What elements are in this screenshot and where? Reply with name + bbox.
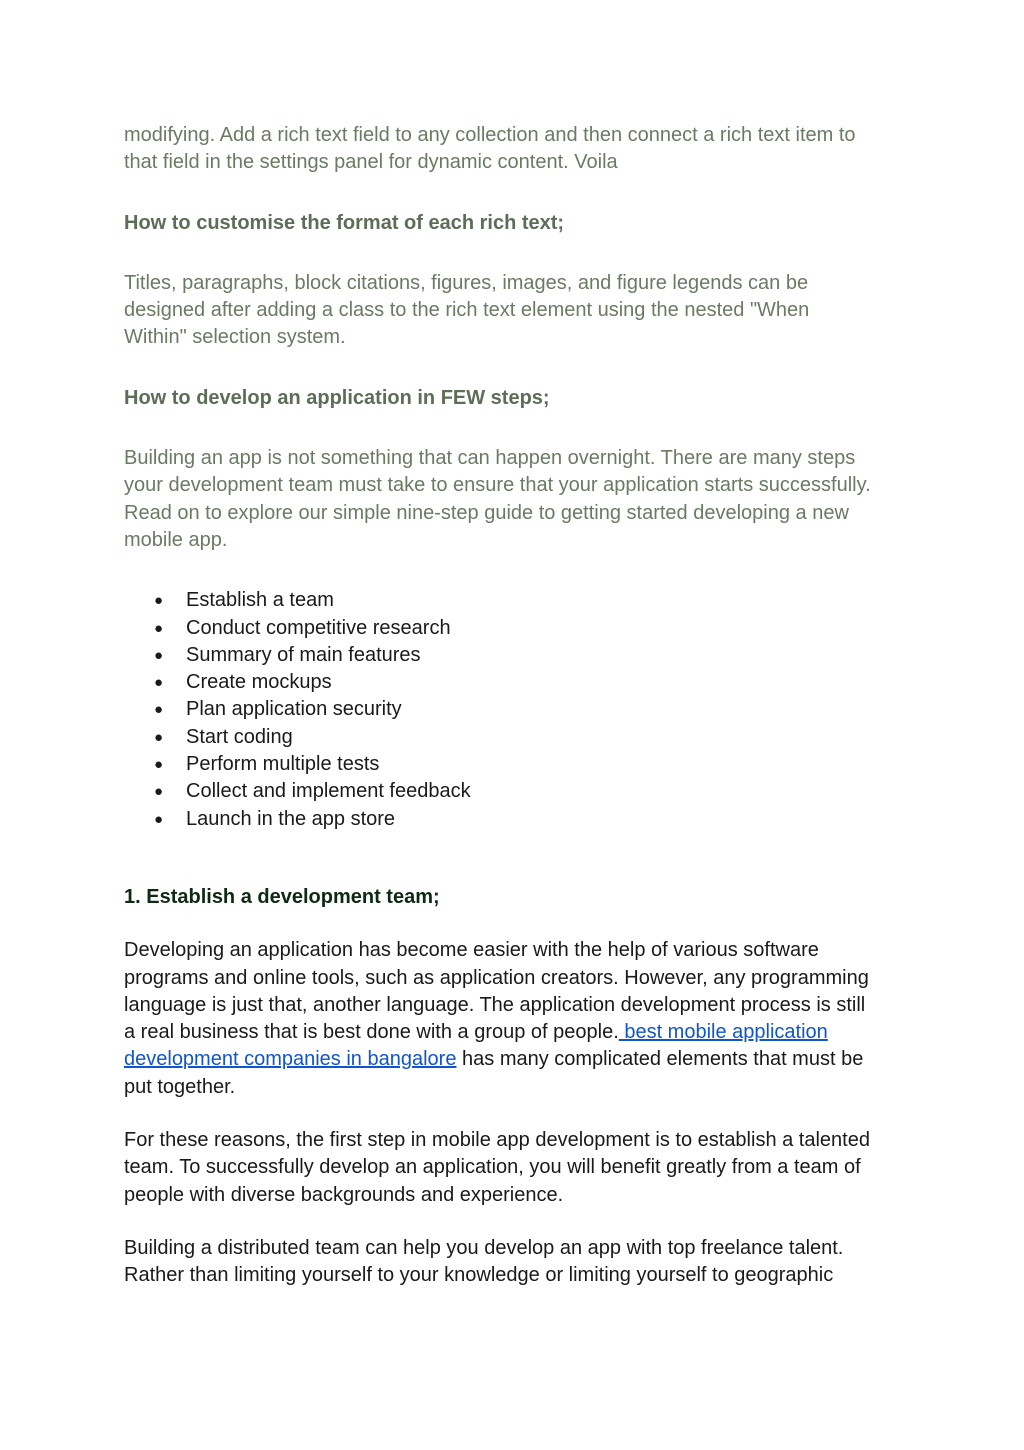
list-item	[154, 724, 914, 751]
step1-p1-line-2: programs and online tools, such as application creators. However, any programming	[124, 966, 869, 989]
list-item	[154, 806, 914, 833]
list-item	[154, 778, 914, 805]
companies-link-part-1[interactable]: best mobile application	[618, 1021, 828, 1044]
list-item	[154, 696, 914, 723]
document-page	[124, 122, 914, 1290]
bullet-icon: ●	[154, 592, 164, 610]
list-item-label: Establish a team	[186, 589, 334, 612]
step1-p3-line-1: Building a distributed team can help you develop an app with top freelance talent.	[124, 1236, 844, 1259]
list-item-label: Summary of main features	[186, 643, 421, 666]
step1-p3-line-2: Rather than limiting yourself to your knowledge or limiting yourself to geographic	[124, 1264, 834, 1287]
list-item	[154, 587, 914, 614]
list-item	[154, 669, 914, 696]
step1-p2-line-1: For these reasons, the first step in mobile app development is to establish a talented	[124, 1129, 870, 1152]
list-item-label: Conduct competitive research	[186, 616, 451, 639]
heading-customise: How to customise the format of each rich text;	[124, 211, 565, 234]
companies-link-part-2[interactable]: development companies in bangalore	[124, 1048, 457, 1071]
list-item-label: Launch in the app store	[186, 807, 396, 830]
list-item-label: Plan application security	[186, 698, 402, 721]
develop-paragraph	[124, 445, 914, 554]
intro-line-2: that field in the settings panel for dynamic content. Voila	[124, 151, 618, 174]
list-item-label: Collect and implement feedback	[186, 780, 471, 803]
bullet-icon: ●	[154, 810, 164, 828]
bullet-icon: ●	[154, 619, 164, 637]
customise-line-1: Titles, paragraphs, block citations, figures, images, and figure legends can be	[124, 271, 809, 294]
step1-p1-line-3: language is just that, another language. The application development process is still	[124, 993, 866, 1016]
list-item-label: Perform multiple tests	[186, 753, 380, 776]
customise-line-3: Within" selection system.	[124, 326, 346, 349]
step1-p2-line-3: people with diverse backgrounds and experience.	[124, 1183, 564, 1206]
list-item	[154, 615, 914, 642]
step1-paragraph-2	[124, 1127, 914, 1209]
bullet-icon: ●	[154, 701, 164, 719]
list-item	[154, 642, 914, 669]
list-item	[154, 751, 914, 778]
step1-paragraph-3	[124, 1235, 914, 1290]
step1-p1-line-6: put together.	[124, 1075, 236, 1098]
step1-p2-line-2: team. To successfully develop an application, you will benefit greatly from a team of	[124, 1156, 861, 1179]
bullet-icon: ●	[154, 674, 164, 692]
bullet-icon: ●	[154, 646, 164, 664]
customise-line-2: designed after adding a class to the rich text element using the nested "When	[124, 299, 810, 322]
heading-develop: How to develop an application in FEW steps;	[124, 386, 550, 409]
step1-p1-line-1: Developing an application has become easier with the help of various software	[124, 939, 819, 962]
step1-p1-line-4: a real business that is best done with a group of people.	[124, 1021, 619, 1044]
intro-paragraph	[124, 122, 914, 177]
bullet-icon: ●	[154, 728, 164, 746]
heading-step1: 1. Establish a development team;	[124, 885, 440, 908]
intro-line-1: modifying. Add a rich text field to any collection and then connect a rich text item to	[124, 124, 856, 146]
list-item-label: Start coding	[186, 725, 293, 748]
develop-line-1: Building an app is not something that can happen overnight. There are many steps	[124, 447, 856, 470]
develop-line-2: your development team must take to ensure that your application starts successfully.	[124, 474, 871, 497]
steps-list	[124, 587, 914, 833]
bullet-icon: ●	[154, 756, 164, 774]
develop-line-3: Read on to explore our simple nine-step guide to getting started developing a new	[124, 501, 849, 524]
step1-paragraph-1	[124, 937, 914, 1101]
customise-paragraph	[124, 270, 914, 352]
bullet-icon: ●	[154, 783, 164, 801]
develop-line-4: mobile app.	[124, 528, 228, 551]
list-item-label: Create mockups	[186, 671, 332, 694]
step1-p1-line-5: has many complicated elements that must be	[456, 1048, 864, 1071]
